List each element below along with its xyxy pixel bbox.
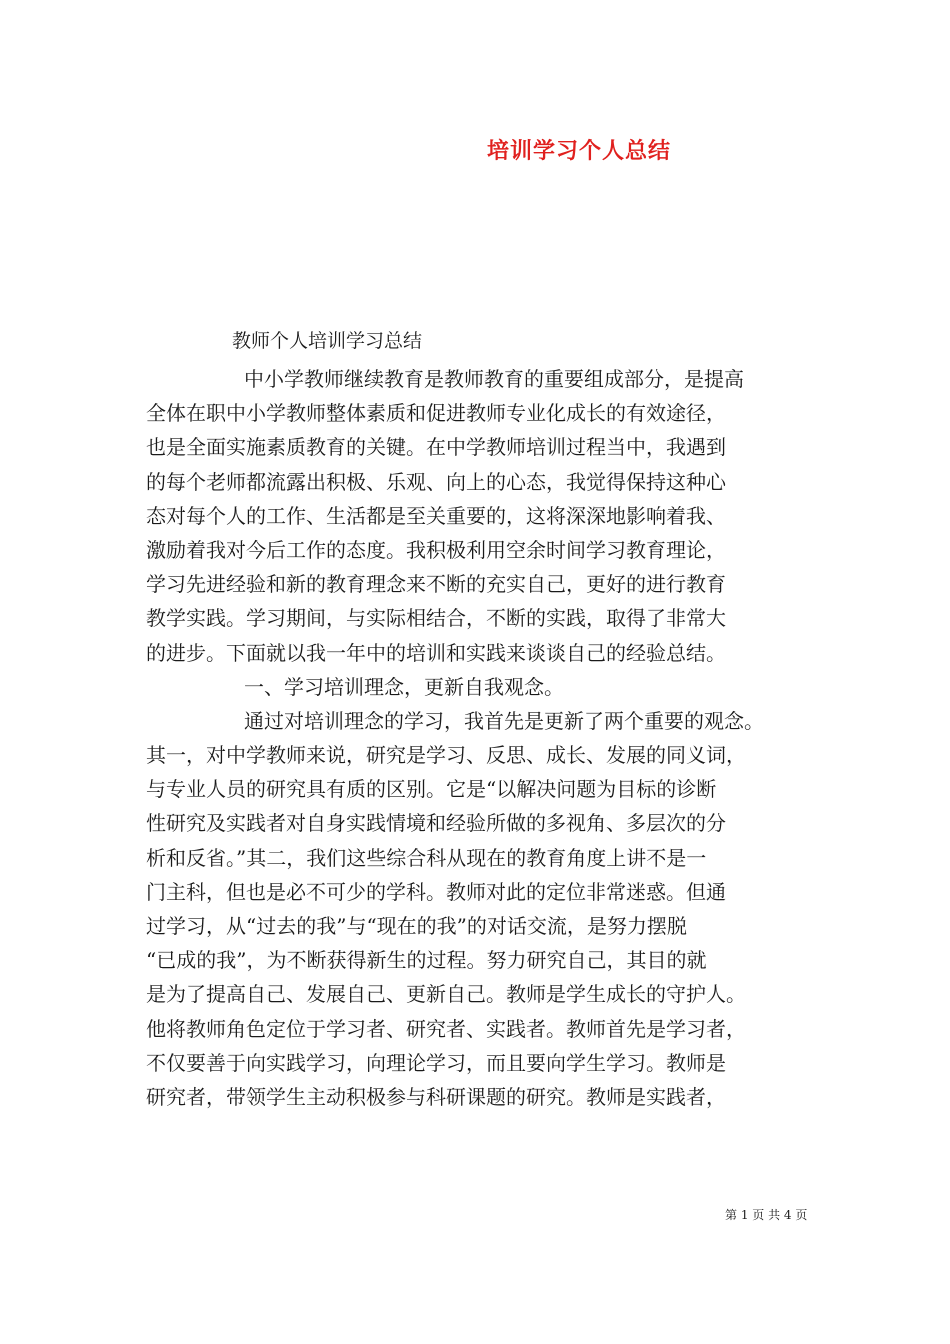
paragraph-line: 的每个老师都流露出积极、乐观、向上的心态，我觉得保持这种心 [146, 469, 726, 494]
paragraph-line: 门主科，但也是必不可少的学科。教师对此的定位非常迷惑。但通 [146, 879, 726, 904]
document-title: 培训学习个人总结 [487, 138, 672, 164]
paragraph-line: 过学习，从“过去的我”与“现在的我”的对话交流，是努力摆脱 [146, 914, 687, 938]
paragraph-line: 通过对培训理念的学习，我首先是更新了两个重要的观念。 [244, 708, 764, 733]
paragraph-line: 也是全面实施素质教育的关键。在中学教师培训过程当中，我遇到 [146, 435, 726, 460]
paragraph-line: 激励着我对今后工作的态度。我积极利用空余时间学习教育理论， [146, 537, 726, 562]
paragraph-line: 全体在职中小学教师整体素质和促进教师专业化成长的有效途径， [146, 401, 726, 426]
paragraph-line: “已成的我”，为不断获得新生的过程。努力研究自己，其目的就 [146, 948, 707, 973]
paragraph-line: 析和反省。”其二，我们这些综合科从现在的教育角度上讲不是一 [146, 845, 707, 870]
paragraph-line: 教学实践。学习期间，与实际相结合，不断的实践，取得了非常大 [146, 606, 726, 631]
paragraph-line: 与专业人员的研究具有质的区别。它是“以解决问题为目标的诊断 [146, 777, 717, 802]
paragraph-line: 性研究及实践者对自身实践情境和经验所做的多视角、多层次的分 [146, 811, 726, 836]
paragraph-line: 中小学教师继续教育是教师教育的重要组成部分，是提高 [244, 367, 744, 391]
document-subtitle: 教师个人培训学习总结 [232, 330, 423, 352]
page-number: 第 1 页 共 4 页 [725, 1208, 808, 1222]
paragraph-line: 学习先进经验和新的教育理念来不断的充实自己，更好的进行教育 [146, 572, 726, 597]
paragraph-line: 其一，对中学教师来说，研究是学习、反思、成长、发展的同义词， [146, 743, 746, 768]
paragraph-line: 态对每个人的工作、生活都是至关重要的，这将深深地影响着我、 [146, 503, 726, 528]
section-heading: 一、学习培训理念，更新自我观念。 [244, 674, 564, 699]
body-text [146, 362, 826, 1114]
paragraph-line: 研究者，带领学生主动积极参与科研课题的研究。教师是实践者， [146, 1084, 726, 1109]
paragraph-line: 是为了提高自己、发展自己、更新自己。教师是学生成长的守护人。 [146, 982, 746, 1007]
paragraph-line: 的进步。下面就以我一年中的培训和实践来谈谈自己的经验总结。 [146, 640, 726, 665]
paragraph-line: 他将教师角色定位于学习者、研究者、实践者。教师首先是学习者， [146, 1016, 746, 1041]
paragraph-line: 不仅要善于向实践学习，向理论学习，而且要向学生学习。教师是 [146, 1050, 726, 1075]
